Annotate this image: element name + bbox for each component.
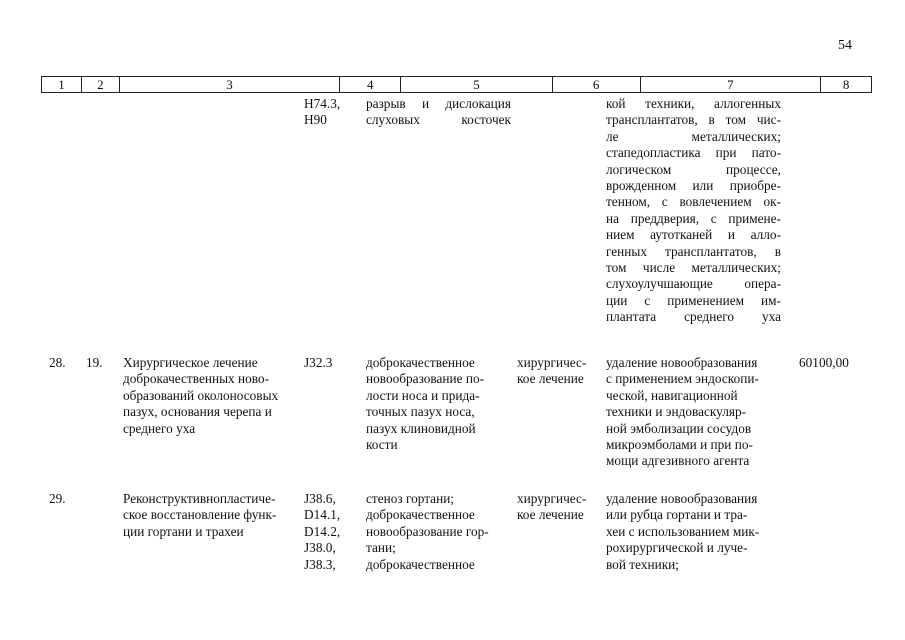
icd-codes [304,96,359,129]
treatment-method [606,96,781,326]
icd-codes [304,491,359,573]
text-line: нием аутотканей и алло- [606,227,781,243]
text-line: доброкачественное [366,355,475,370]
text-line: J38.3, [304,556,336,572]
row-number: 29. [49,491,66,506]
text-line: слухоулучшающие опера- [606,276,781,292]
text-line: врожденном или приобре- [606,178,781,194]
text-line: или рубца гортани и тра- [606,507,748,523]
text-line: тенном, с вовлечением ок- [606,194,781,210]
text-line: Хирургическое лечение [123,355,258,370]
text-line: удаление новообразования [606,355,758,370]
text-line: D14.2, [304,523,341,539]
care-type [123,491,300,540]
text-line: среднего уха [123,420,196,436]
text-line: ной эмболизации сосудов [606,420,752,436]
text-line: слуховых косточек [366,112,511,128]
text-line: вой техники; [606,556,679,572]
text-line: доброкачественное [366,556,475,572]
text-line: хирургичес- [517,355,587,370]
text-line: доброкачественных ново- [123,371,270,387]
icd-codes [304,355,359,371]
text-line: ское восстановление функ- [123,507,277,523]
text-line: кой техники, аллогенных [606,96,781,111]
header-col-7: 7 [641,77,822,92]
text-line: стеноз гортани; [366,491,455,506]
text-line: стапедопластика при пато- [606,145,781,161]
text-line: генных трансплантатов, в [606,243,781,259]
group-number: 19. [86,355,103,370]
text-line: с применением эндоскопи- [606,371,759,387]
text-line: ции гортани и трахеи [123,523,244,539]
header-col-5: 5 [401,77,553,92]
treatment-method [606,355,781,470]
text-line: логическом процессе, [606,161,781,177]
text-line: H74.3, [304,96,341,111]
text-line: микроэмболами и при по- [606,437,753,453]
page-number: 54 [838,38,852,53]
text-line: ческой, навигационной [606,387,738,403]
text-line: пазух клиновидной [366,420,476,436]
text-line: на преддверия, с примене- [606,210,781,226]
text-line: точных пазух носа, [366,404,475,420]
text-line: J32.3 [304,355,333,370]
diagnosis [366,355,511,453]
text-line: кое лечение [517,371,584,387]
table-header [41,76,872,93]
text-line: Реконструктивнопластиче- [123,491,276,506]
text-line: новообразование по- [366,371,485,387]
text-line: удаление новообразования [606,491,758,506]
text-line: J38.0, [304,540,336,556]
text-line: доброкачественное [366,507,475,523]
header-col-2: 2 [82,77,120,92]
text-line: мощи адгезивного агента [606,453,750,469]
row-number: 28. [49,355,66,370]
diagnosis [366,491,511,573]
header-col-4: 4 [340,77,401,92]
text-line: пазух, основания черепа и [123,404,272,420]
text-line: тани; [366,540,396,556]
cost-value: 60100,00 [799,355,849,370]
header-col-1: 1 [42,77,82,92]
text-line: разрыв и дислокация [366,96,511,111]
text-line: плантата среднего уха [606,309,781,325]
text-line: лости носа и прида- [366,387,480,403]
text-line: ции с применением им- [606,292,781,308]
text-line: кости [366,437,398,453]
text-line: хеи с использованием мик- [606,523,760,539]
text-line: ле металлических; [606,128,781,144]
text-line: хирургичес- [517,491,587,506]
treatment-type [517,491,597,524]
text-line: J38.6, [304,491,336,506]
diagnosis [366,96,511,129]
text-line: техники и эндоваскуляр- [606,404,747,420]
text-line: том числе металлических; [606,260,781,276]
text-line: рохирургической и луче- [606,540,748,556]
care-type [123,355,300,437]
text-line: трансплантатов, в том чис- [606,112,781,128]
header-col-3: 3 [120,77,340,92]
text-line: кое лечение [517,507,584,523]
text-line: D14.1, [304,507,341,523]
treatment-type [517,355,597,388]
text-line: образований околоносовых [123,387,279,403]
treatment-method [606,491,781,573]
text-line: новообразование гор- [366,523,489,539]
header-col-8: 8 [842,77,850,92]
text-line: H90 [304,112,327,128]
header-col-6: 6 [553,77,641,92]
